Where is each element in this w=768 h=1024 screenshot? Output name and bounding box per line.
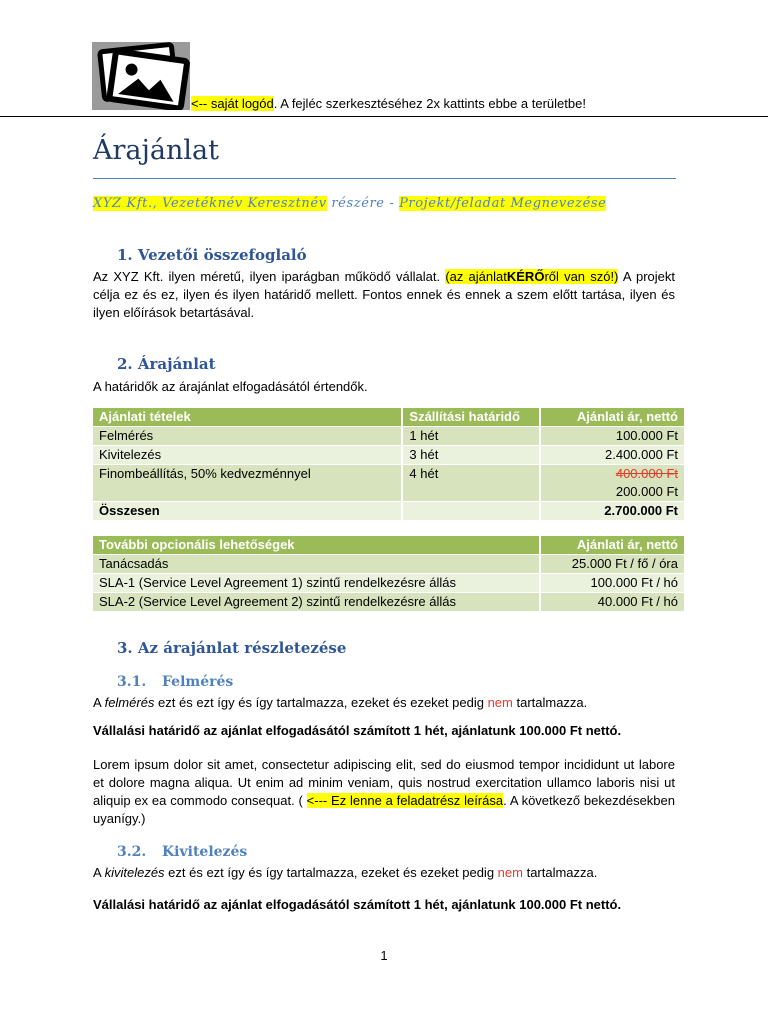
column-header: További opcionális lehetőségek bbox=[93, 536, 540, 555]
text: tartalmazza. bbox=[522, 865, 598, 880]
total-empty-cell bbox=[402, 502, 540, 521]
table-header-row bbox=[93, 408, 685, 427]
execution-scope bbox=[93, 864, 675, 882]
text: ezt és ezt így és így tartalmazza, ezeket és ezeket pedig bbox=[154, 695, 488, 710]
offer-items-table bbox=[93, 408, 686, 521]
text-red: nem bbox=[487, 695, 513, 710]
survey-description bbox=[93, 756, 675, 828]
optional-services-table bbox=[93, 536, 686, 612]
text: A bbox=[93, 865, 105, 880]
table-row bbox=[93, 574, 685, 593]
section-heading-details: 3. Az árajánlat részletezése bbox=[117, 639, 347, 657]
lorem-text: Lorem ipsum dolor sit amet, consectetur adipiscing elit, sed do eiusmod tempor incididunt ut labore et dolore magna aliqua. Ut enim ad minim veniam, quis nostrud exercitation ullamco laboris nisi ut aliquip ex ea commodo consequat. ( bbox=[93, 757, 675, 808]
option-price: 40.000 Ft / hó bbox=[540, 593, 685, 612]
survey-scope bbox=[93, 694, 675, 712]
table-row bbox=[93, 555, 685, 574]
item-deadline: 4 hét bbox=[402, 465, 540, 502]
description-hint: <--- Ez lenne a feladatrész leírása bbox=[306, 793, 504, 808]
option-name: Tanácsadás bbox=[93, 555, 540, 574]
item-name: Kivitelezés bbox=[93, 446, 402, 465]
total-label: Összesen bbox=[93, 502, 402, 521]
column-header: Ajánlati tételek bbox=[93, 408, 402, 427]
original-price: 400.000 Ft bbox=[615, 466, 678, 481]
section-heading-summary: 1. Vezetői összefoglaló bbox=[117, 246, 307, 264]
text-italic: kivitelezés bbox=[104, 865, 165, 880]
item-price: 2.400.000 Ft bbox=[540, 446, 685, 465]
table-row bbox=[93, 427, 685, 446]
subsection-number: 3.1. bbox=[117, 674, 147, 690]
table-header-row bbox=[93, 536, 685, 555]
option-name: SLA-1 (Service Level Agreement 1) szintű rendelkezésre állás bbox=[93, 574, 540, 593]
project-name: Projekt/feladat Megnevezése bbox=[399, 196, 607, 211]
offer-intro: A határidők az árajánlat elfogadásától értendők. bbox=[93, 379, 368, 394]
table-row bbox=[93, 593, 685, 612]
column-header: Ajánlati ár, nettó bbox=[540, 536, 685, 555]
option-name: SLA-2 (Service Level Agreement 2) szintű rendelkezésre állás bbox=[93, 593, 540, 612]
item-name: Finombeállítás, 50% kedvezménnyel bbox=[93, 465, 402, 502]
execution-deadline: Vállalási határidő az ajánlat elfogadásától számított 1 hét, ajánlatunk 100.000 Ft nettó. bbox=[93, 897, 622, 912]
summary-text-end: A projekt célja ez és ez, ilyen és ilyen határidő mellett. Fontos ennek és ennek a szem előtt tartása, ilyen és ilyen előírások betartásával. bbox=[93, 269, 676, 320]
subsection-title: Kivitelezés bbox=[162, 844, 248, 860]
option-price: 25.000 Ft / fő / óra bbox=[540, 555, 685, 574]
column-header: Szállítási határidő bbox=[402, 408, 540, 427]
text: ezt és ezt így és így tartalmazza, ezeket és ezeket pedig bbox=[164, 865, 498, 880]
text-red: nem bbox=[497, 865, 523, 880]
title-underline bbox=[93, 178, 676, 179]
item-deadline: 3 hét bbox=[402, 446, 540, 465]
item-price-cell bbox=[540, 465, 685, 502]
table-row bbox=[93, 446, 685, 465]
subtitle-connector: részére - bbox=[326, 196, 400, 211]
document-subtitle bbox=[93, 196, 606, 211]
summary-paragraph bbox=[93, 268, 675, 322]
survey-deadline: Vállalási határidő az ajánlat elfogadásától számított 1 hét, ajánlatunk 100.000 Ft nettó. bbox=[93, 723, 622, 738]
header-note bbox=[191, 96, 586, 111]
client-name: XYZ Kft., Vezetéknév Keresztnév bbox=[93, 196, 327, 211]
table-total-row bbox=[93, 502, 685, 521]
item-deadline: 1 hét bbox=[402, 427, 540, 446]
text: tartalmazza. bbox=[512, 695, 588, 710]
discounted-price: 200.000 Ft bbox=[615, 484, 678, 499]
requester-note-b: ről van szó!) bbox=[544, 269, 619, 284]
page-number: 1 bbox=[380, 948, 388, 963]
option-price: 100.000 Ft / hó bbox=[540, 574, 685, 593]
requester-note bbox=[445, 269, 618, 284]
requester-note-bold: KÉRŐ bbox=[506, 269, 545, 284]
summary-text-start: Az XYZ Kft. ilyen méretű, ilyen iparágban működő vállalat. bbox=[93, 269, 446, 284]
table-row bbox=[93, 465, 685, 502]
item-price: 100.000 Ft bbox=[540, 427, 685, 446]
subsection-heading-execution bbox=[117, 844, 247, 860]
document-title: Árajánlat bbox=[93, 135, 219, 166]
subsection-number: 3.2. bbox=[117, 844, 147, 860]
item-name: Felmérés bbox=[93, 427, 402, 446]
subsection-title: Felmérés bbox=[162, 674, 234, 690]
column-header: Ajánlati ár, nettó bbox=[540, 408, 685, 427]
subsection-heading-survey bbox=[117, 674, 233, 690]
total-value: 2.700.000 Ft bbox=[540, 502, 685, 521]
section-heading-offer: 2. Árajánlat bbox=[117, 355, 216, 373]
text-italic: felmérés bbox=[104, 695, 155, 710]
text: A bbox=[93, 695, 105, 710]
logo-hint-highlight: <-- saját logód bbox=[191, 96, 274, 111]
page-header[interactable] bbox=[0, 0, 768, 118]
requester-note-a: (az ajánlat bbox=[445, 269, 507, 284]
header-edit-hint: . A fejléc szerkesztéséhez 2x kattints ebbe a területbe! bbox=[273, 96, 586, 111]
logo-placeholder-image-icon bbox=[92, 42, 190, 110]
lorem-end: . A következő bekezdésekben uyanígy.) bbox=[93, 793, 675, 826]
header-divider bbox=[0, 116, 768, 117]
